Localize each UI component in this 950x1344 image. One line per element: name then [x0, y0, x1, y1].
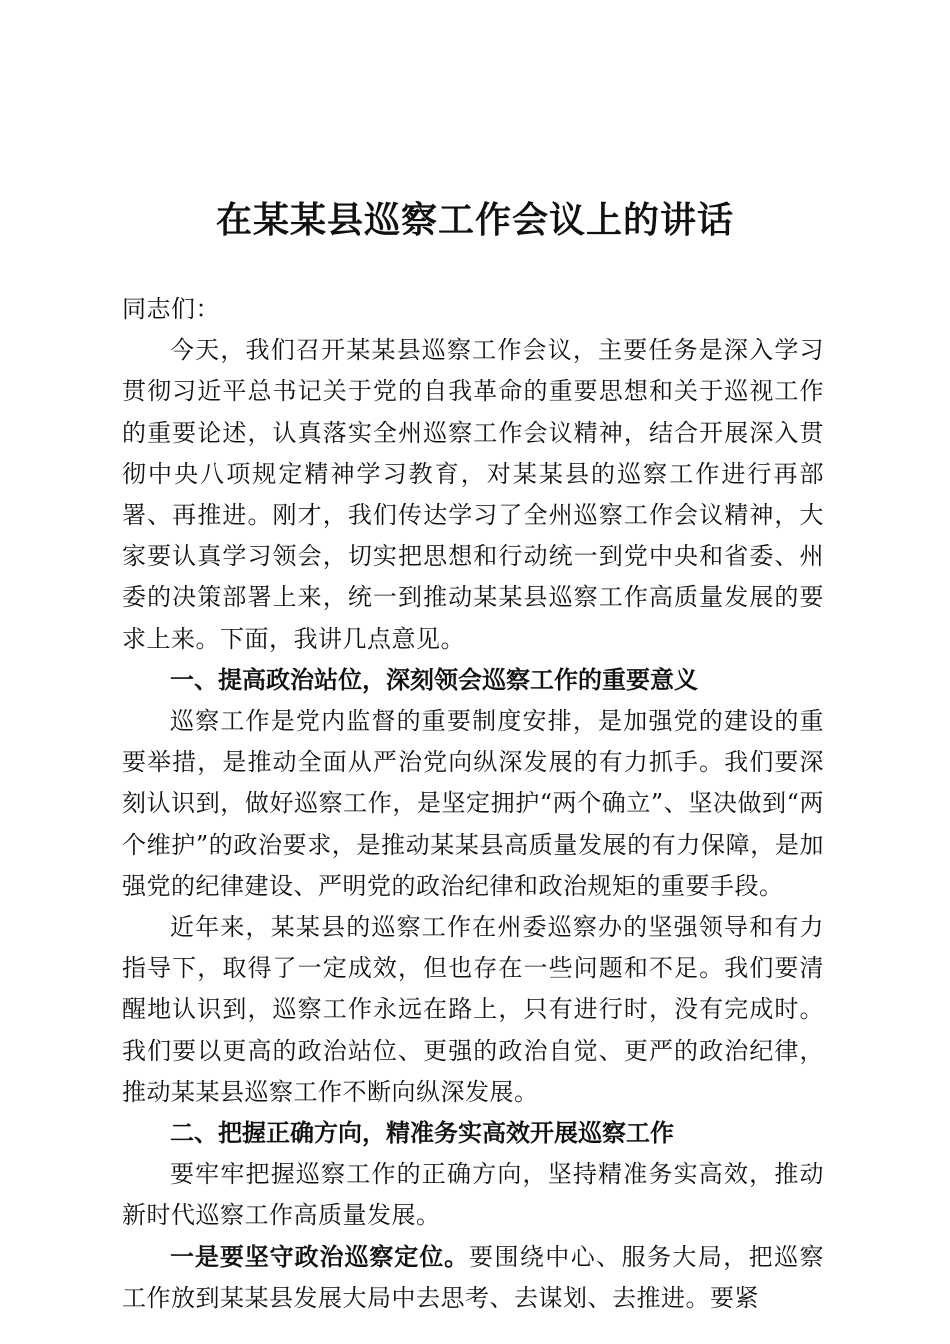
section-heading-2: 二、把握正确方向，精准务实高效开展巡察工作: [170, 1119, 674, 1148]
document-title: 在某某县巡察工作会议上的讲话: [215, 199, 734, 241]
paragraph-direction: 要牢牢把握巡察工作的正确方向，坚持精准务实高效，推动新时代巡察工作高质量发展。: [122, 1160, 824, 1230]
paragraph-point-one: [122, 1237, 824, 1319]
salutation: 同志们：: [122, 295, 220, 323]
document-body: [122, 289, 824, 1319]
paragraph-significance: 巡察工作是党内监督的重要制度安排，是加强党的建设的重要举措，是推动全面从严治党向纵深发展的有力抓手。我们要深刻认识到，做好巡察工作，是坚定拥护“两个确立”、坚决做到“两个维护”的政治要求，是推动某某县高质量发展的有力保障，是加强党的纪律建设、严明党的政治纪律和政治规矩的重要手段。: [122, 707, 824, 900]
paragraph-opening: 今天，我们召开某某县巡察工作会议，主要任务是深入学习贯彻习近平总书记关于党的自我革命的重要思想和关于巡视工作的重要论述，认真落实全州巡察工作会议精神，结合开展深入贯彻中央八项规定精神学习教育，对某某县的巡察工作进行再部署、再推进。刚才，我们传达学习了全州巡察工作会议精神，大家要认真学习领会，切实把思想和行动统一到党中央和省委、州委的决策部署上来，统一到推动某某县巡察工作高质量发展的要求上来。下面，我讲几点意见。: [122, 336, 824, 653]
point-one-lead: 一是要坚守政治巡察定位。: [170, 1242, 470, 1271]
section-heading-1: 一、提高政治站位，深刻领会巡察工作的重要意义: [170, 665, 698, 694]
paragraph-recent-years: 近年来，某某县的巡察工作在州委巡察办的坚强领导和有力指导下，取得了一定成效，但也存在一些问题和不足。我们要清醒地认识到，巡察工作永远在路上，只有进行时，没有完成时。我们要以更高的政治站位、更强的政治自觉、更严的政治纪律，推动某某县巡察工作不断向纵深发展。: [122, 913, 824, 1106]
point-one-text: 要围绕中心、服务大局，把巡察工作放到某某县发展大局中去思考、去谋划、去推进。要紧: [122, 1242, 825, 1312]
